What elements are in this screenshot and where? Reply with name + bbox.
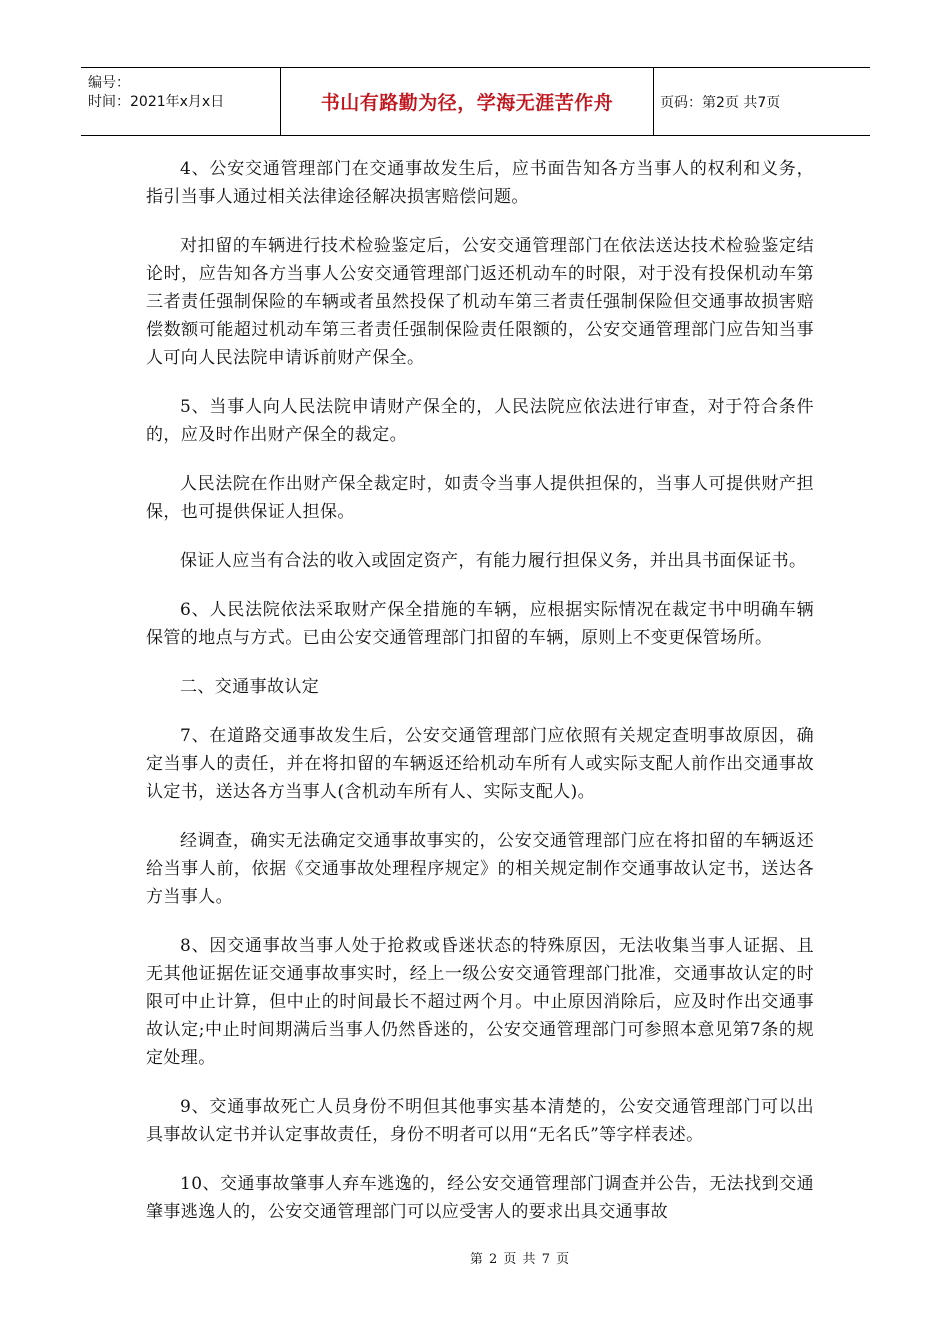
document-number-label: 编号： [88, 75, 130, 91]
paragraph: 10、交通事故肇事人弃车逃逸的，经公安交通管理部门调查并公告，无法找到交通肇事逃逸人的，公安交通管理部门可以应受害人的要求出具交通事故 [146, 1174, 814, 1222]
paragraph: 4、公安交通管理部门在交通事故发生后，应书面告知各方当事人的权利和义务，指引当事人通过相关法律途径解决损害赔偿问题。 [146, 159, 814, 207]
page-footer: 第 2 页 共 7 页 [469, 1252, 571, 1267]
document-body [146, 155, 814, 1247]
paragraph: 人民法院在作出财产保全裁定时，如责令当事人提供担保的，当事人可提供财产担保，也可提供保证人担保。 [146, 474, 814, 522]
paragraph: 保证人应当有合法的收入或固定资产，有能力履行担保义务，并出具书面保证书。 [180, 551, 807, 571]
header-page-number: 页码：第2页 共7页 [660, 94, 781, 111]
document-date: 时间：2021年x月x日 [88, 94, 225, 110]
paragraph: 经调查，确实无法确定交通事故事实的，公安交通管理部门应在将扣留的车辆返还给当事人前，依据《交通事故处理程序规定》的相关规定制作交通事故认定书，送达各方当事人。 [146, 831, 814, 907]
paragraph: 5、当事人向人民法院申请财产保全的，人民法院应依法进行审查，对于符合条件的，应及时作出财产保全的裁定。 [146, 397, 814, 445]
paragraph: 9、交通事故死亡人员身份不明但其他事实基本清楚的，公安交通管理部门可以出具事故认定书并认定事故责任，身份不明者可以用“无名氏”等字样表述。 [146, 1097, 814, 1145]
paragraph: 7、在道路交通事故发生后，公安交通管理部门应依照有关规定查明事故原因，确定当事人的责任，并在将扣留的车辆返还给机动车所有人或实际支配人前作出交通事故认定书，送达各方当事人(含机动车所有人、实际支配人)。 [146, 726, 814, 802]
paragraph: 8、因交通事故当事人处于抢救或昏迷状态的特殊原因，无法收集当事人证据、且无其他证据佐证交通事故事实时，经上一级公安交通管理部门批准，交通事故认定的时限可中止计算，但中止的时间最长不超过两个月。中止原因消除后，应及时作出交通事故认定;中止时间期满后当事人仍然昏迷的，公安交通管理部门可参照本意见第7条的规定处理。 [146, 936, 814, 1068]
page-header [81, 67, 870, 136]
paragraph: 对扣留的车辆进行技术检验鉴定后，公安交通管理部门在依法送达技术检验鉴定结论时，应告知各方当事人公安交通管理部门返还机动车的时限，对于没有投保机动车第三者责任强制保险的车辆或者虽然投保了机动车第三者责任强制保险但交通事故损害赔偿数额可能超过机动车第三者责任强制保险责任限额的，公安交通管理部门应告知当事人可向人民法院申请诉前财产保全。 [146, 236, 814, 368]
header-motto: 书山有路勤为径，学海无涯苦作舟 [281, 68, 654, 135]
section-heading: 二、交通事故认定 [180, 677, 320, 697]
paragraph: 6、人民法院依法采取财产保全措施的车辆，应根据实际情况在裁定书中明确车辆保管的地点与方式。已由公安交通管理部门扣留的车辆，原则上不变更保管场所。 [146, 600, 814, 648]
header-meta [81, 68, 281, 135]
